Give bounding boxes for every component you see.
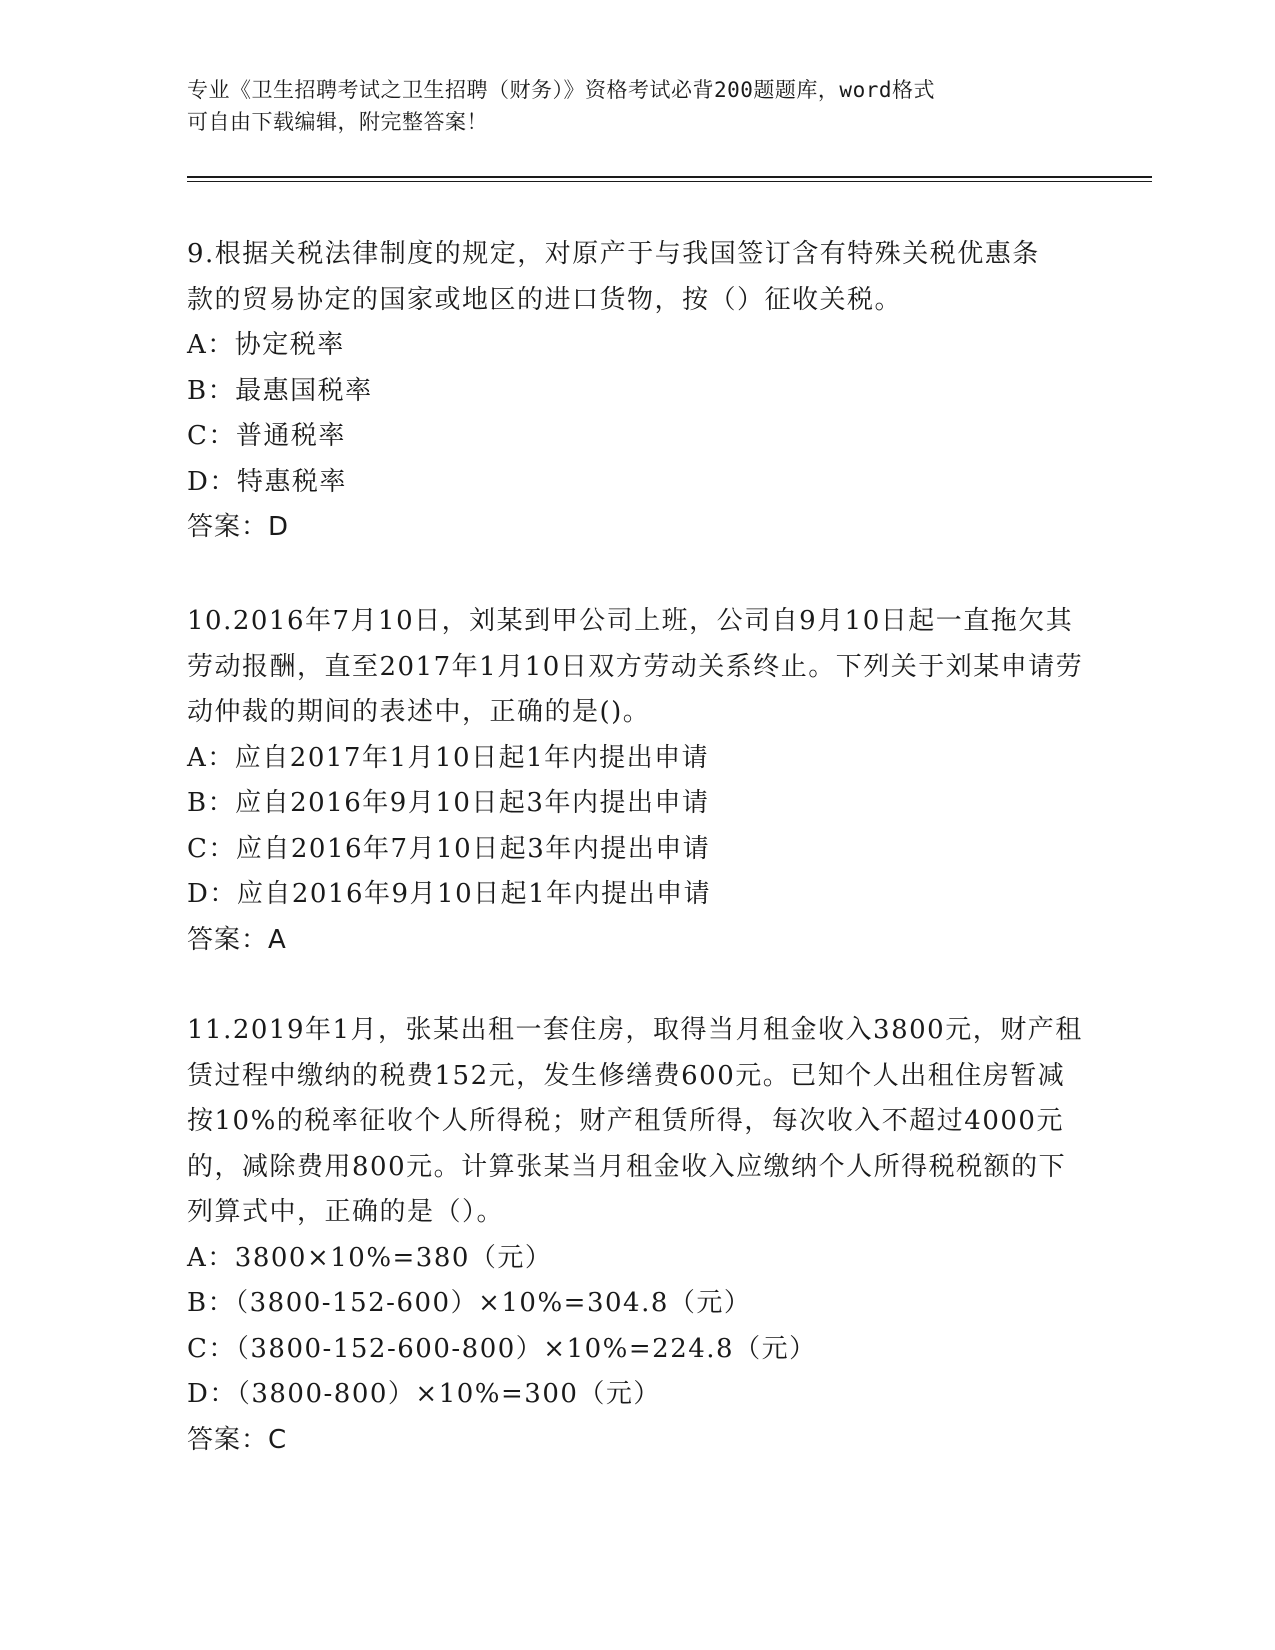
option-c: C：普通税率: [187, 421, 346, 451]
option-d: D：（3800-800）×10%=300（元）: [187, 1379, 661, 1409]
header-divider-thin: [187, 181, 1152, 182]
answer-line: 答案：D: [187, 512, 290, 542]
header-divider-thick: [187, 176, 1152, 178]
option-c: C：应自2016年7月10日起3年内提出申请: [187, 833, 711, 864]
header-line-2: 可自由下载编辑，附完整答案！: [187, 110, 488, 134]
option-a: A：3800×10%=380（元）: [187, 1242, 553, 1273]
option-b: B：应自2016年9月10日起3年内提出申请: [187, 788, 710, 818]
header-line-1: 专业《卫生招聘考试之卫生招聘（财务）》资格考试必背200题题库，word格式: [187, 78, 935, 102]
option-d: D：应自2016年9月10日起1年内提出申请: [187, 879, 712, 909]
question-10: [187, 599, 1087, 963]
option-b: B：最惠国税率: [187, 375, 373, 406]
answer-line: 答案：C: [187, 1424, 288, 1455]
question-11: [187, 1008, 1087, 1463]
question-text: 11.2019年1月，张某出租一套住房，取得当月租金收入3800元，财产租赁过程中缴纳的税费152元，发生修缮费600元。已知个人出租住房暂减按10%的税率征收个人所得税；财产租赁所得，每次收入不超过4000元的，减除费用800元。计算张某当月租金收入应缴纳个人所得税税额的下列算式中，正确的是（）。: [187, 1015, 1083, 1227]
option-c: C：（3800-152-600-800）×10%=224.8（元）: [187, 1333, 817, 1364]
question-text: 9.根据关税法律制度的规定，对原产于与我国签订含有特殊关税优惠条款的贸易协定的国家或地区的进口货物，按（）征收关税。: [187, 239, 1040, 315]
option-d: D：特惠税率: [187, 466, 347, 497]
question-text: 10.2016年7月10日，刘某到甲公司上班，公司自9月10日起一直拖欠其劳动报酬，直至2017年1月10日双方劳动关系终止。下列关于刘某申请劳动仲裁的期间的表述中，正确的是()。: [187, 606, 1084, 727]
question-9: [187, 232, 1057, 551]
answer-line: 答案：A: [187, 924, 287, 955]
option-a: A：协定税率: [187, 330, 345, 360]
document-header: [187, 74, 1067, 138]
option-b: B：（3800-152-600）×10%=304.8（元）: [187, 1288, 752, 1318]
option-a: A：应自2017年1月10日起1年内提出申请: [187, 742, 710, 773]
